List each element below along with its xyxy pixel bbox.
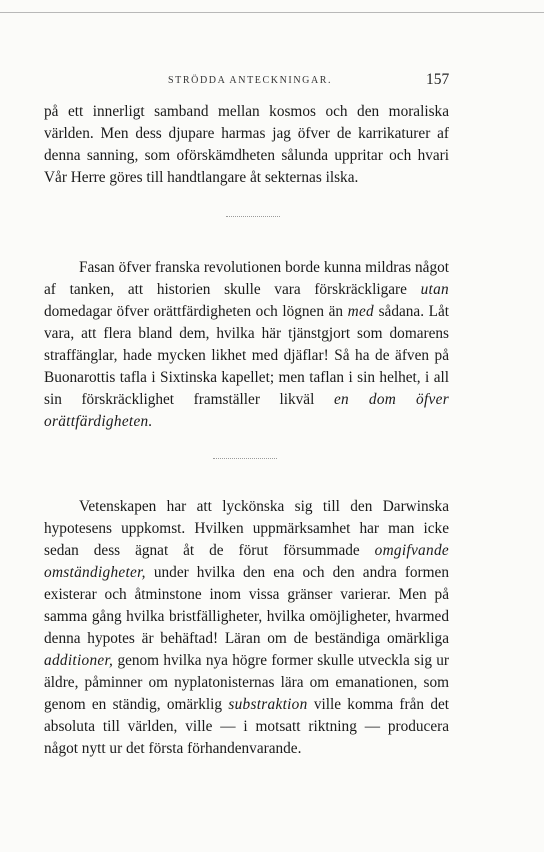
running-header [0, 72, 544, 92]
top-edge-rule [0, 12, 544, 13]
paragraph-darwinian-hypothesis [44, 496, 449, 760]
running-title: STRÖDDA ANTECKNINGAR. [168, 75, 333, 86]
text-run: genom hvilka nya högre former skulle utveckla sig ur äldre, påminner om nyplatonisternas lära om emanationen, som genom en ständig, omärklig [44, 652, 449, 713]
emphasized-text: med [347, 303, 374, 320]
page-number: 157 [426, 71, 450, 88]
text-run: domedagar öfver orättfärdigheten och lögnen än [44, 303, 348, 320]
section-separator [226, 216, 280, 217]
text-run: sådana. Låt vara, att flera bland dem, hvilka här tjänstgjort som domarens straffänglar, hade mycken likhet med djäflar! Så ha de äfven på Buonarottis tafla i Sixtinska kapellet; men taflan i sin helhet, i all sin förskräcklighet framställer likväl [44, 303, 450, 408]
section-separator [213, 458, 277, 459]
text-run: ville komma från det absoluta till världen, ville — i motsatt riktning — producera något nytt ur det första förhandenvarande. [44, 696, 450, 757]
paragraph-french-revolution [44, 257, 449, 433]
text-run: på ett innerligt samband mellan kosmos och den moraliska världen. Men dess djupare harmas jag öfver de karrikaturer af denna sanning, som oförskämdheten sålunda uppritar och hvari Vår Herre göres till handtlangare åt sekternas ilska. [44, 103, 449, 186]
paragraph-continued [44, 101, 449, 189]
emphasized-text: substraktion [228, 696, 308, 713]
text-run: Vetenskapen har att lyckönska sig till den Darwinska hypotesens uppkomst. Hvilken uppmärksamhet har man icke sedan dess ägnat åt de förut försummade [44, 498, 449, 559]
emphasized-text: additioner, [44, 652, 114, 669]
emphasized-text: en dom öfver orättfärdigheten. [44, 391, 449, 430]
text-run: Fasan öfver franska revolutionen borde kunna mildras något af tanken, att historien skulle vara förskräckligare [44, 259, 449, 298]
emphasized-text: utan [420, 281, 449, 298]
emphasized-text: omgifvande omständigheter, [44, 542, 449, 581]
text-run: under hvilka den ena och den andra formen existerar och åtminstone inom vissa gränser varierar. Men på samma gång hvilka bristfälligheter, hvilka omöjligheter, hvarmed denna hypotes är behäftad! Läran om de beständiga omärkliga [44, 564, 449, 647]
